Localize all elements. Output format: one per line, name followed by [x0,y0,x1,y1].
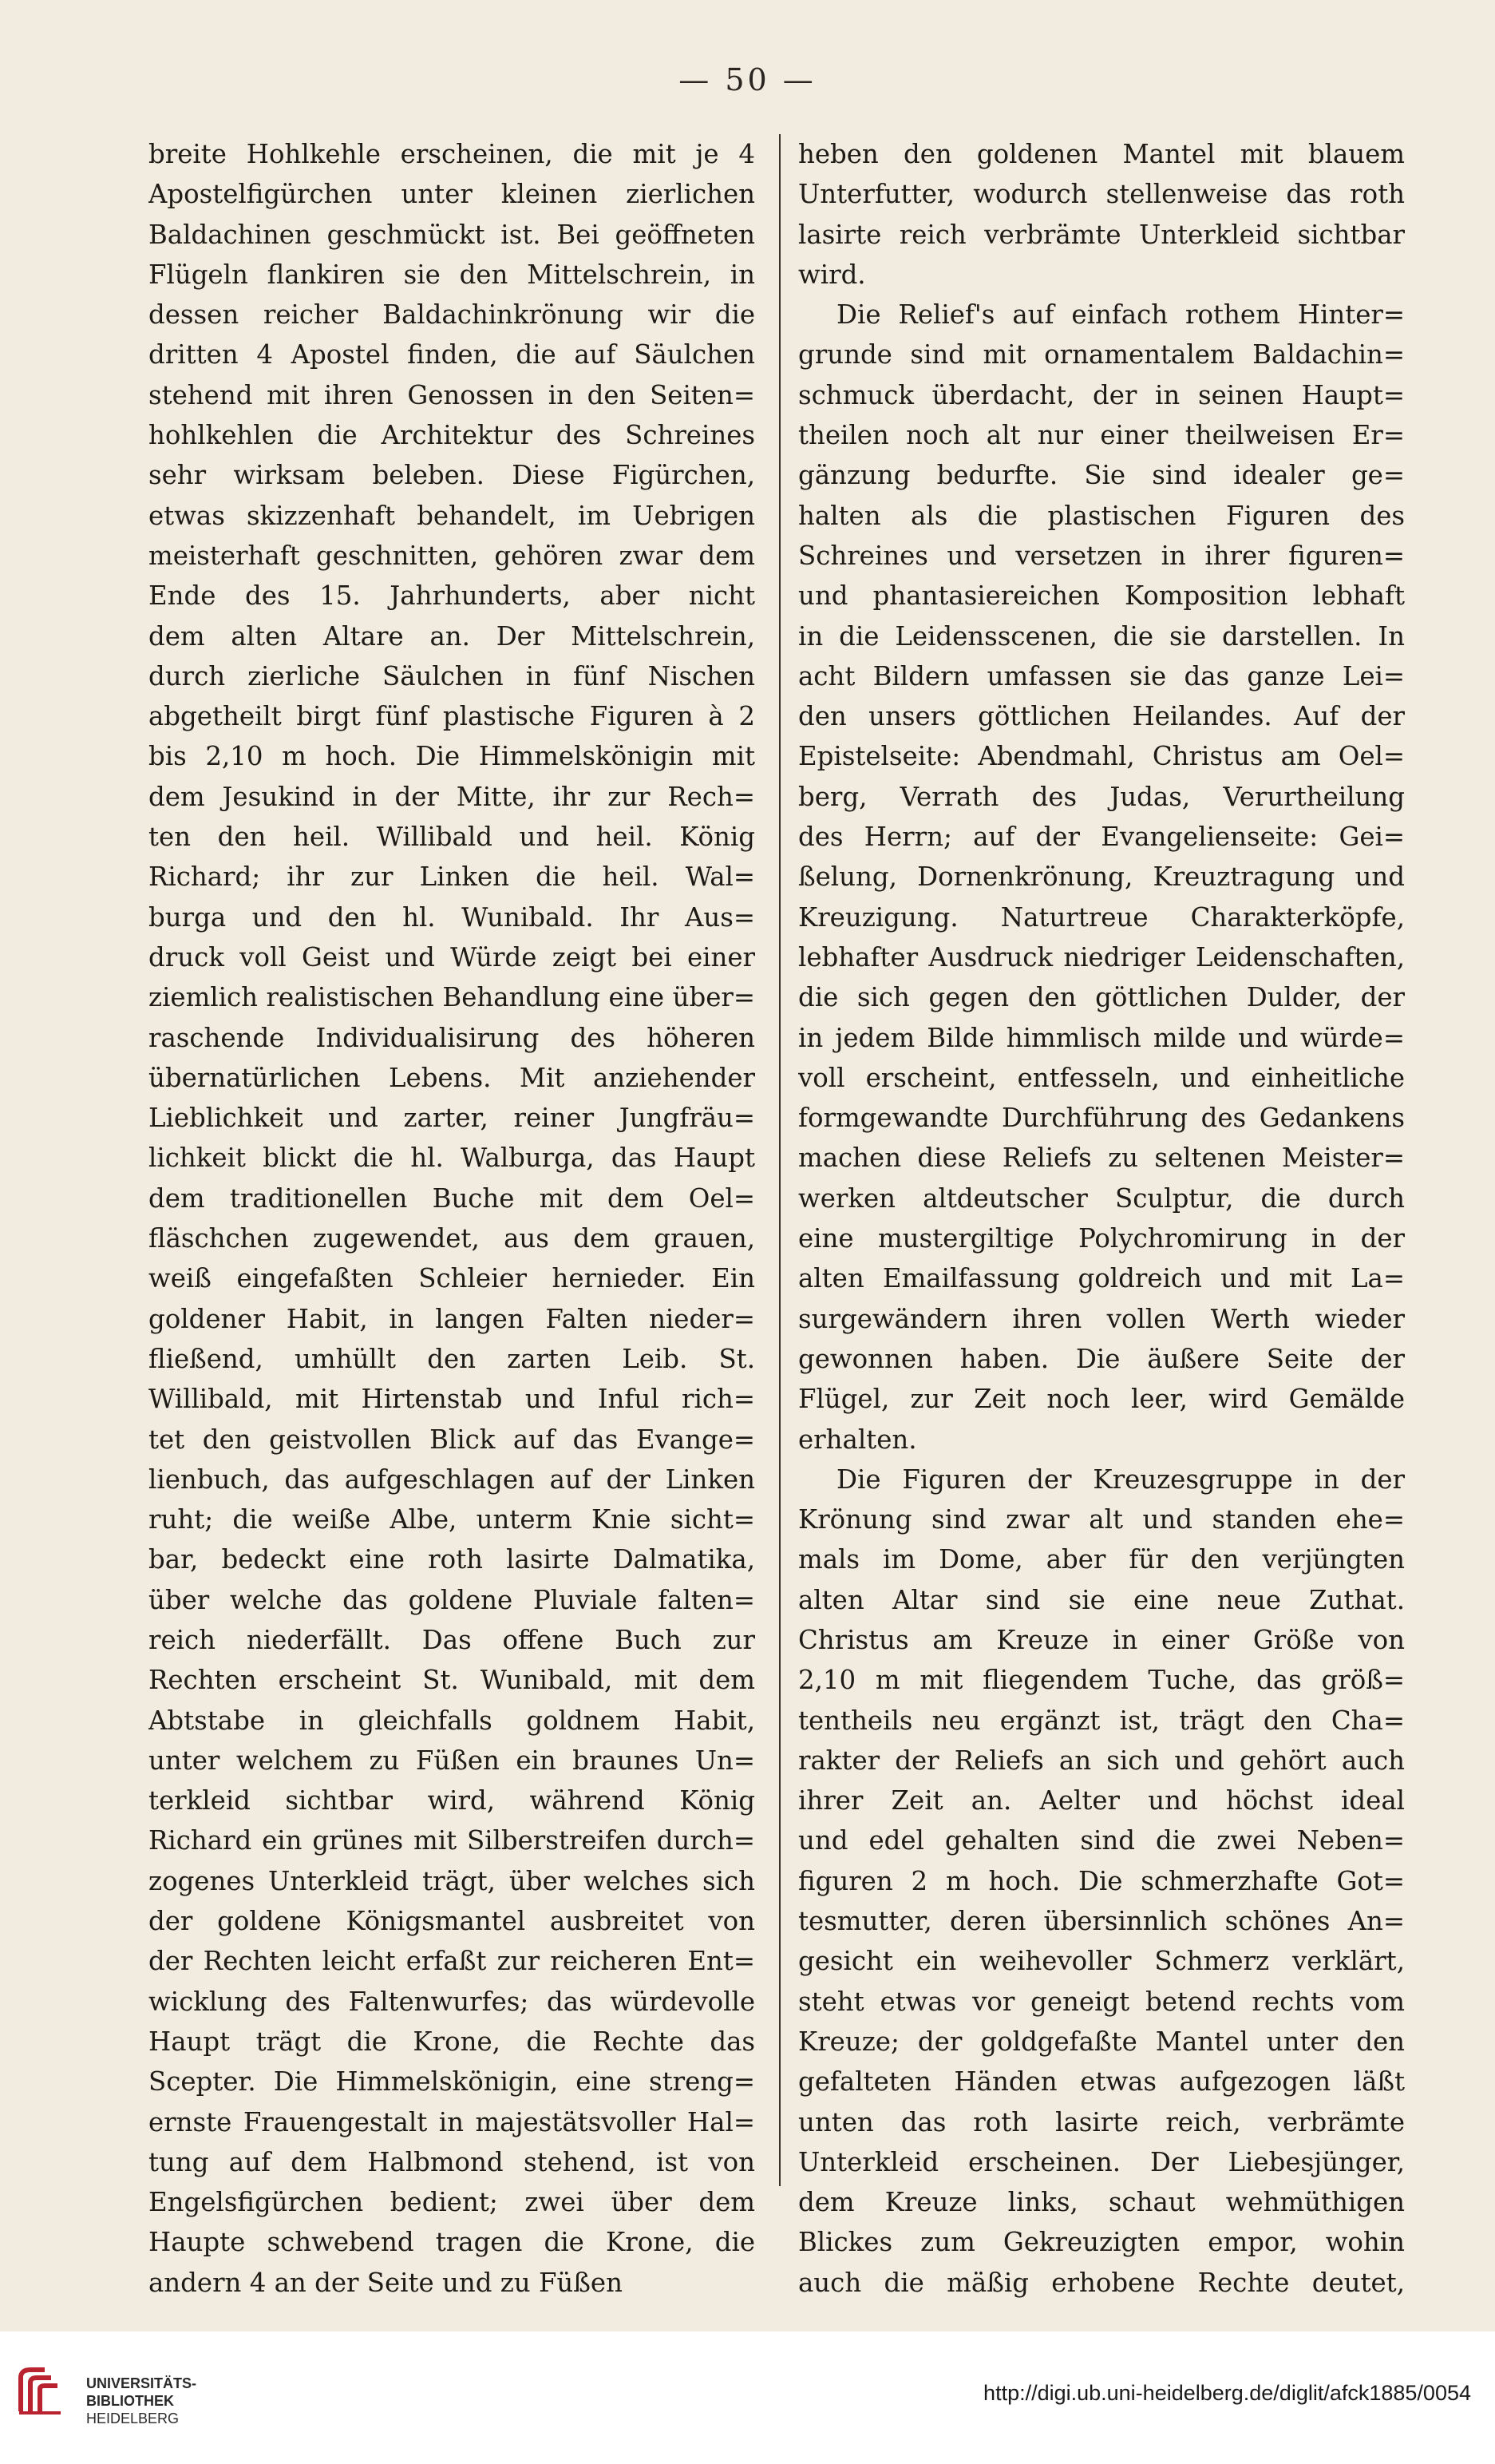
text-line: ten den heil. Willibald und heil. König [148,822,755,853]
text-line: bar, bedeckt eine roth lasirte Dalmatika, [148,1544,755,1575]
text-line: und phantasiereichen Komposition lebhaft [798,580,1405,612]
text-line: Unterkleid erscheinen. Der Liebesjünger, [798,2146,1405,2177]
text-line: figuren 2 m hoch. Die schmerzhafte Got= [798,1865,1405,1896]
text-line: übernatürlichen Lebens. Mit anziehender [148,1062,755,1093]
text-line: Haupt trägt die Krone, die Rechte das [148,2026,755,2057]
text-line: in jedem Bilde himmlisch milde und würde= [798,1022,1405,1053]
text-line: Unterfutter, wodurch stellenweise das roth [798,179,1405,210]
text-line: dem Jesukind in der Mitte, ihr zur Rech= [148,781,755,812]
text-line: stehend mit ihren Genossen in den Seiten= [148,379,755,410]
left-text-column [148,134,755,2303]
text-line: ßelung, Dornenkrönung, Kreuztragung und [798,862,1405,893]
text-line: grunde sind mit ornamentalem Baldachin= [798,339,1405,370]
text-line: mals im Dome, aber für den verjüngten [798,1544,1405,1575]
text-line: der goldene Königsmantel ausbreitet von [148,1906,755,1937]
text-line: Ende des 15. Jahrhunderts, aber nicht [148,580,755,612]
text-line: über welche das goldene Pluviale falten= [148,1584,755,1615]
text-line: formgewandte Durchführung des Gedankens [798,1103,1405,1134]
text-line: gesicht ein weihevoller Schmerz verklärt, [798,1946,1405,1977]
library-name-line: UNIVERSITÄTS- [86,2375,197,2391]
text-line: alten Altar sind sie eine neue Zuthat. [798,1584,1405,1615]
library-name-line: HEIDELBERG [86,2411,180,2426]
text-line: die sich gegen den göttlichen Dulder, der [798,982,1405,1013]
text-line: werken altdeutscher Sculptur, die durch [798,1182,1405,1214]
text-line: burga und den hl. Wunibald. Ihr Aus= [148,901,755,933]
text-line: Baldachinen geschmückt ist. Bei geöffneten [148,219,755,250]
text-line: berg, Verrath des Judas, Verurtheilung [798,781,1405,812]
page-number: — 50 — [678,62,817,97]
text-line: und edel gehalten sind die zwei Neben= [798,1825,1405,1856]
text-line: wicklung des Faltenwurfes; das würdevolle [148,1986,755,2017]
text-line: Haupte schwebend tragen die Krone, die [148,2227,755,2258]
right-text-column [798,134,1405,2303]
text-line: schmuck überdacht, der in seinen Haupt= [798,379,1405,410]
text-line: durch zierliche Säulchen in fünf Nischen [148,660,755,691]
text-line: acht Bildern umfassen sie das ganze Lei= [798,660,1405,691]
text-line: machen diese Reliefs zu seltenen Meister= [798,1143,1405,1174]
text-line: den unsers göttlichen Heilandes. Auf der [798,701,1405,732]
text-line: etwas skizzenhaft behandelt, im Uebrigen [148,500,755,531]
text-line: tentheils neu ergänzt ist, trägt den Cha= [798,1705,1405,1736]
text-line: Flügeln flankiren sie den Mittelschrein, in [148,259,755,290]
text-line: meisterhaft geschnitten, gehören zwar dem [148,540,755,571]
text-line: der Rechten leicht erfaßt zur reicheren Ent= [148,1946,755,1977]
text-line: des Herrn; auf der Evangelienseite: Gei= [798,822,1405,853]
text-line: tesmutter, deren übersinnlich schönes An= [798,1906,1405,1937]
text-line: fließend, umhüllt den zarten Leib. St. [148,1343,755,1374]
text-line: Engelsfigürchen bedient; zwei über dem [148,2187,755,2218]
text-line: tung auf dem Halbmond stehend, ist von [148,2146,755,2177]
source-url-link[interactable]: http://digi.ub.uni-heidelberg.de/diglit/afck1885/0054 [983,2381,1471,2405]
text-line: Kreuze; der goldgefaßte Mantel unter den [798,2026,1405,2057]
text-line: dessen reicher Baldachinkrönung wir die [148,299,755,331]
library-name [86,2375,196,2427]
text-line: unten das roth lasirte reich, verbrämte [798,2106,1405,2137]
text-line: lebhafter Ausdruck niedriger Leidenschaften, [798,941,1405,973]
text-line: Kreuzigung. Naturtreue Charakterköpfe, [798,901,1405,933]
text-line: steht etwas vor geneigt betend rechts vom [798,1986,1405,2017]
text-line: tet den geistvollen Blick auf das Evange= [148,1424,755,1455]
text-line: in die Leidensscenen, die sie darstellen. In [798,620,1405,652]
text-line: goldener Habit, in langen Falten nieder= [148,1303,755,1334]
text-line: theilen noch alt nur einer theilweisen Er= [798,420,1405,451]
text-line: 2,10 m mit fliegendem Tuche, das größ= [798,1665,1405,1696]
text-line: terkleid sichtbar wird, während König [148,1785,755,1816]
text-line: andern 4 an der Seite und zu Füßen [148,2267,623,2298]
text-line: Abtstabe in gleichfalls goldnem Habit, [148,1705,755,1736]
text-line: ruht; die weiße Albe, unterm Knie sicht= [148,1504,755,1535]
library-name-line: BIBLIOTHEK [86,2393,174,2409]
text-line: unter welchem zu Füßen ein braunes Un= [148,1745,755,1776]
text-line: Epistelseite: Abendmahl, Christus am Oel= [798,741,1405,772]
text-line: hohlkehlen die Architektur des Schreines [148,420,755,451]
text-line: wird. [798,259,866,290]
text-line: abgetheilt birgt fünf plastische Figuren à 2 [148,701,755,732]
text-line: Flügel, zur Zeit noch leer, wird Gemälde [798,1384,1405,1415]
text-line: bis 2,10 m hoch. Die Himmelskönigin mit [148,741,755,772]
text-line: dem Kreuze links, schaut wehmüthigen [798,2187,1405,2218]
text-line: surgewändern ihren vollen Werth wieder [798,1303,1405,1334]
text-line: heben den goldenen Mantel mit blauem [798,139,1405,169]
text-line: gänzung bedurfte. Sie sind idealer ge= [798,460,1405,491]
text-line: Die Figuren der Kreuzesgruppe in der [836,1464,1405,1495]
text-line: reich niederfällt. Das offene Buch zur [148,1624,755,1655]
text-line: Rechten erscheint St. Wunibald, mit dem [148,1665,755,1696]
text-line: Schreines und versetzen in ihrer figuren= [798,540,1405,571]
text-line: gewonnen haben. Die äußere Seite der [798,1343,1405,1374]
text-line: gefalteten Händen etwas aufgezogen läßt [798,2066,1405,2098]
footer-bar [0,2331,1495,2464]
text-line: Willibald, mit Hirtenstab und Inful rich= [148,1384,755,1415]
university-library-logo-icon [13,2363,69,2419]
text-line: raschende Individualisirung des höheren [148,1022,755,1053]
text-line: Apostelfigürchen unter kleinen zierlichen [148,179,755,210]
text-line: Scepter. Die Himmelskönigin, eine streng= [148,2066,755,2098]
text-line: auch die mäßig erhobene Rechte deutet, [798,2267,1405,2298]
text-line: lienbuch, das aufgeschlagen auf der Linken [148,1464,755,1495]
text-line: dritten 4 Apostel finden, die auf Säulchen [148,339,755,370]
text-line: Richard; ihr zur Linken die heil. Wal= [148,862,755,893]
text-line: voll erscheint, entfesseln, und einheitliche [798,1062,1405,1093]
text-line: lichkeit blickt die hl. Walburga, das Haupt [148,1143,755,1174]
text-line: dem traditionellen Buche mit dem Oel= [148,1182,755,1214]
text-line: Christus am Kreuze in einer Größe von [798,1624,1405,1655]
text-line: Die Relief's auf einfach rothem Hinter= [836,299,1405,331]
text-line: Richard ein grünes mit Silberstreifen durch= [148,1825,755,1856]
text-line: Blickes zum Gekreuzigten empor, wohin [798,2227,1405,2258]
text-line: Lieblichkeit und zarter, reiner Jungfräu= [148,1103,755,1134]
text-line: ernste Frauengestalt in majestätsvoller Hal= [148,2106,755,2137]
text-line: ziemlich realistischen Behandlung eine über= [148,982,755,1013]
text-line: eine mustergiltige Polychromirung in der [798,1223,1405,1254]
text-line: Krönung sind zwar alt und standen ehe= [798,1504,1405,1535]
text-line: sehr wirksam beleben. Diese Figürchen, [148,460,755,491]
text-line: rakter der Reliefs an sich und gehört auch [798,1745,1405,1776]
text-line: ihrer Zeit an. Aelter und höchst ideal [798,1785,1405,1816]
column-divider [779,134,781,2186]
text-line: lasirte reich verbrämte Unterkleid sichtbar [798,219,1405,250]
text-line: halten als die plastischen Figuren des [798,500,1405,531]
text-line: weiß eingefaßten Schleier hernieder. Ein [148,1263,755,1294]
text-line: breite Hohlkehle erscheinen, die mit je 4 [148,139,755,169]
text-line: dem alten Altare an. Der Mittelschrein, [148,620,755,652]
text-line: druck voll Geist und Würde zeigt bei einer [148,941,755,973]
text-line: erhalten. [798,1424,917,1455]
text-line: alten Emailfassung goldreich und mit La= [798,1263,1405,1294]
text-line: zogenes Unterkleid trägt, über welches sich [148,1865,755,1896]
text-line: fläschchen zugewendet, aus dem grauen, [148,1223,755,1254]
